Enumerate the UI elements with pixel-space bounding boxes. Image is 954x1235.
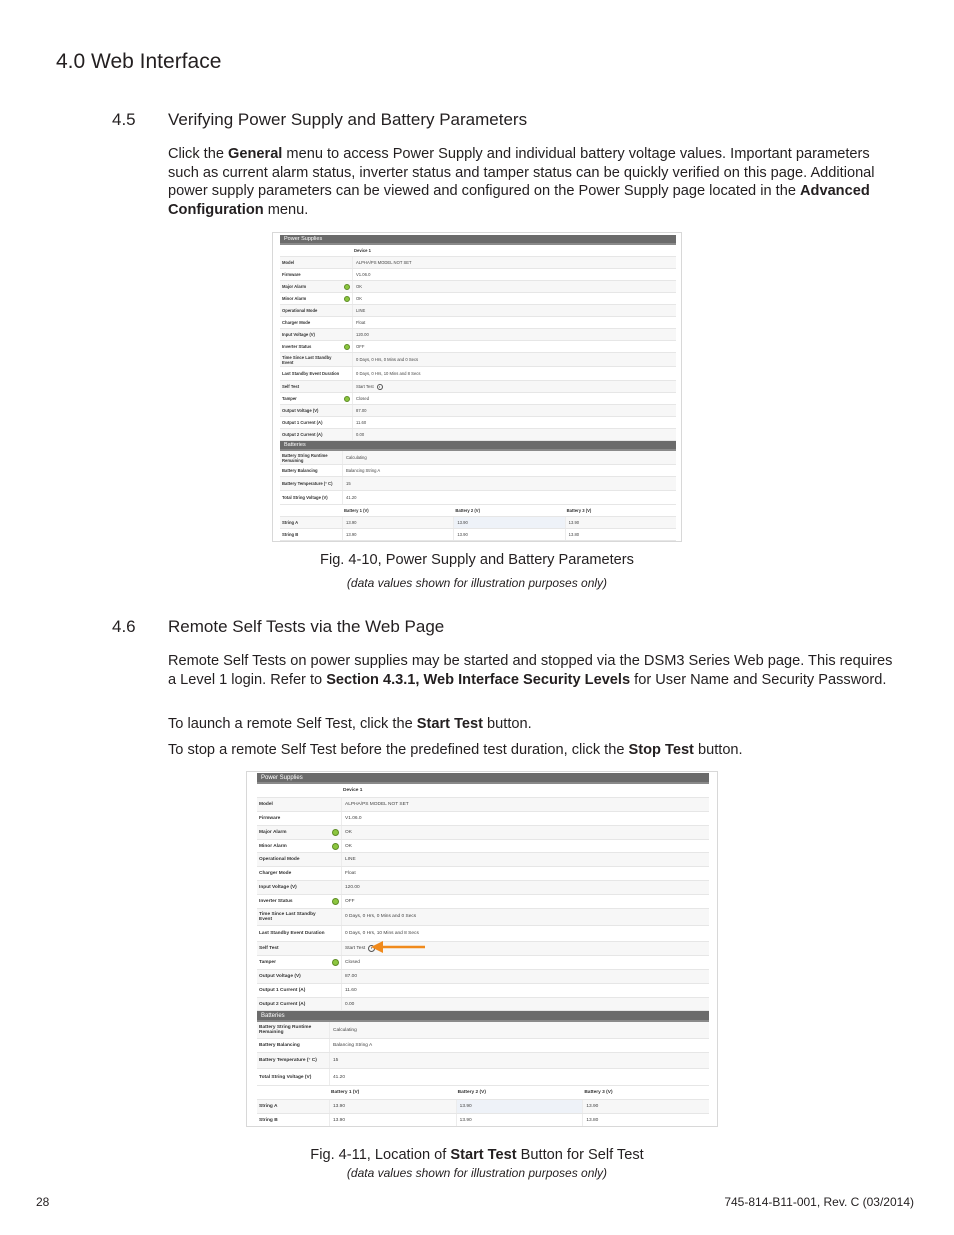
string-voltage: 13.90 bbox=[453, 517, 564, 528]
section-paragraph: To stop a remote Self Test before the predefined test duration, click the Stop Test button. bbox=[168, 742, 743, 758]
section-title: Verifying Power Supply and Battery Parameters bbox=[168, 110, 528, 129]
orange-arrow-icon bbox=[369, 939, 429, 955]
parameter-row bbox=[257, 826, 709, 840]
status-ok-icon bbox=[332, 959, 339, 966]
battery-row bbox=[280, 451, 676, 465]
play-icon[interactable] bbox=[377, 384, 383, 390]
status-icon-cell bbox=[342, 281, 352, 292]
parameter-label: Charger Mode bbox=[259, 871, 292, 877]
parameter-row bbox=[257, 895, 709, 909]
power-supplies-header: Power Supplies bbox=[257, 773, 709, 784]
section-paragraph: Remote Self Tests on power supplies may be started and stopped via the DSM3 Series Web page. This requires a Level 1 login. Refer to Section 4.3.1, Web Interface Security Levels for User Name and Security Password. bbox=[168, 653, 893, 688]
parameter-value: 0 Days, 0 Hrs, 0 Mins and 0 Secs bbox=[352, 353, 676, 366]
string-label: String A bbox=[282, 520, 299, 525]
parameter-row bbox=[257, 840, 709, 854]
status-ok-icon bbox=[344, 344, 350, 350]
status-icon-cell bbox=[342, 341, 352, 352]
status-icon-cell bbox=[342, 293, 352, 304]
status-ok-icon bbox=[344, 296, 350, 302]
status-icon-cell bbox=[342, 317, 352, 328]
parameter-row bbox=[280, 269, 676, 281]
device-label-spacer bbox=[280, 245, 352, 256]
battery-value: 15 bbox=[342, 477, 676, 490]
parameter-value: 11.60 bbox=[341, 984, 709, 997]
parameter-label: Tamper bbox=[282, 396, 297, 401]
section-title: Remote Self Tests via the Web Page bbox=[168, 617, 445, 636]
parameter-label: Output 1 Current (A) bbox=[282, 420, 323, 425]
string-voltage: 13.90 bbox=[329, 1100, 456, 1113]
battery-column-header-row bbox=[257, 1086, 709, 1100]
battery-value: Balancing String A bbox=[329, 1039, 709, 1052]
status-icon-cell bbox=[329, 998, 341, 1011]
status-icon-cell bbox=[329, 942, 341, 955]
parameter-label: Last Standby Event Duration bbox=[282, 371, 340, 376]
figure-caption: Fig. 4-11, Location of Start Test Button for Self Test bbox=[310, 1147, 644, 1163]
battery-column-header: Battery 1 (V) bbox=[344, 508, 369, 513]
battery-value: Calculating bbox=[342, 451, 676, 464]
parameter-label: Output 1 Current (A) bbox=[259, 987, 306, 993]
status-icon-cell bbox=[342, 257, 352, 268]
battery-label: Battery Temperature (° C) bbox=[282, 481, 333, 486]
parameter-value: 0 Days, 0 Hrs, 10 Mins and 8 Secs bbox=[352, 367, 676, 380]
status-ok-icon bbox=[344, 396, 350, 402]
status-icon-cell bbox=[329, 826, 341, 839]
parameter-value: 0.00 bbox=[341, 998, 709, 1011]
battery-label: Battery Balancing bbox=[259, 1042, 300, 1048]
string-row bbox=[257, 1100, 709, 1114]
status-icon-cell bbox=[329, 970, 341, 983]
status-icon-cell bbox=[342, 353, 352, 366]
parameter-row bbox=[257, 970, 709, 984]
parameter-value: 0.00 bbox=[352, 429, 676, 440]
status-icon-cell bbox=[329, 926, 341, 942]
parameter-label: Output Voltage (V) bbox=[282, 408, 319, 413]
battery-column-header-row bbox=[280, 505, 676, 517]
parameter-label: Time Since Last Standby Event bbox=[282, 354, 332, 365]
parameter-row bbox=[280, 353, 676, 367]
parameter-label: Self Test bbox=[282, 384, 300, 389]
battery-row bbox=[280, 477, 676, 491]
parameter-label: Inverter Status bbox=[259, 899, 293, 905]
parameter-value: V1.06.0 bbox=[341, 812, 709, 825]
figure-caption: Fig. 4-10, Power Supply and Battery Parameters bbox=[320, 552, 634, 568]
string-voltage: 13.80 bbox=[565, 529, 676, 540]
parameter-row bbox=[280, 305, 676, 317]
string-voltage: 13.90 bbox=[329, 1114, 456, 1127]
string-voltage: 13.90 bbox=[565, 517, 676, 528]
figure-note: (data values shown for illustration purposes only) bbox=[346, 1166, 608, 1180]
status-icon-cell bbox=[329, 853, 341, 866]
parameter-value: OK bbox=[352, 293, 676, 304]
parameter-value: LINE bbox=[352, 305, 676, 316]
status-ok-icon bbox=[332, 898, 339, 905]
parameter-value: ALPHA/PS MODEL NOT SET bbox=[352, 257, 676, 268]
parameter-value: OFF bbox=[352, 341, 676, 352]
status-icon-cell bbox=[329, 956, 341, 969]
parameter-row bbox=[280, 417, 676, 429]
parameter-row bbox=[257, 881, 709, 895]
parameter-row bbox=[280, 381, 676, 393]
parameter-value: Closed bbox=[352, 393, 676, 404]
power-supply-screenshot bbox=[272, 232, 682, 542]
batteries-header: Batteries bbox=[280, 441, 676, 451]
status-icon-cell bbox=[342, 269, 352, 280]
battery-label: Battery Temperature (° C) bbox=[259, 1058, 317, 1064]
parameter-value: LINE bbox=[341, 853, 709, 866]
string-label: String A bbox=[259, 1103, 278, 1109]
parameter-value: V1.06.0 bbox=[352, 269, 676, 280]
parameter-value: 87.00 bbox=[352, 405, 676, 416]
string-voltage: 13.90 bbox=[342, 517, 453, 528]
battery-column-spacer bbox=[257, 1086, 329, 1099]
figure-note: (data values shown for illustration purposes only) bbox=[346, 576, 608, 590]
status-icon-cell bbox=[329, 909, 341, 925]
battery-column-header: Battery 3 (V) bbox=[584, 1089, 613, 1095]
start-test-button[interactable]: Start Test bbox=[352, 381, 676, 392]
string-voltage: 13.90 bbox=[582, 1100, 709, 1113]
parameter-label: Self Test bbox=[259, 945, 279, 951]
parameter-value: ALPHA/PS MODEL NOT SET bbox=[341, 798, 709, 811]
status-icon-cell bbox=[342, 381, 352, 392]
status-icon-cell bbox=[342, 417, 352, 428]
status-icon-cell bbox=[329, 984, 341, 997]
section-paragraph: Click the General menu to access Power Supply and individual battery voltage values. Important parameters such as current alarm status, inverter status and tamper status can be quickly verified on this page. Additional power supply parameters can be viewed and configured on the Power Supply page located in the Advanced Configuration menu. bbox=[168, 146, 875, 218]
battery-value: Calculating bbox=[329, 1022, 709, 1038]
parameter-row bbox=[257, 853, 709, 867]
battery-column-spacer bbox=[280, 505, 342, 516]
parameter-row bbox=[257, 998, 709, 1012]
parameter-value: 120.00 bbox=[352, 329, 676, 340]
parameter-label: Operational Mode bbox=[259, 857, 300, 863]
parameter-row bbox=[280, 405, 676, 417]
parameter-row bbox=[257, 812, 709, 826]
battery-column-header: Battery 2 (V) bbox=[455, 508, 480, 513]
battery-column-header: Battery 1 (V) bbox=[331, 1089, 360, 1095]
string-label: String B bbox=[282, 532, 299, 537]
parameter-label: Input Voltage (V) bbox=[259, 885, 297, 891]
device-row bbox=[257, 784, 709, 798]
parameter-value: 11.60 bbox=[352, 417, 676, 428]
parameter-row bbox=[257, 909, 709, 926]
device-label: Device 1 bbox=[354, 248, 371, 253]
status-ok-icon bbox=[332, 829, 339, 836]
status-icon-cell bbox=[342, 305, 352, 316]
status-ok-icon bbox=[344, 284, 350, 290]
status-icon-cell bbox=[342, 367, 352, 380]
string-voltage: 13.80 bbox=[582, 1114, 709, 1127]
batteries-header: Batteries bbox=[257, 1011, 709, 1022]
battery-row bbox=[280, 491, 676, 505]
parameter-row bbox=[257, 798, 709, 812]
battery-value: 41.20 bbox=[342, 491, 676, 504]
document-id: 745-814-B11-001, Rev. C (03/2014) bbox=[724, 1195, 914, 1209]
string-voltage: 13.90 bbox=[456, 1100, 583, 1113]
string-row bbox=[280, 529, 676, 541]
string-voltage: 13.90 bbox=[342, 529, 453, 540]
parameter-value: OK bbox=[341, 840, 709, 853]
status-icon-cell bbox=[329, 881, 341, 894]
battery-value: 15 bbox=[329, 1053, 709, 1069]
parameter-label: Output 2 Current (A) bbox=[282, 432, 323, 437]
string-row bbox=[280, 517, 676, 529]
battery-column-header: Battery 2 (V) bbox=[457, 1089, 486, 1095]
parameter-value: OFF bbox=[341, 895, 709, 908]
parameter-row bbox=[257, 956, 709, 970]
parameter-value: 0 Days, 0 Hrs, 10 Mins and 8 Secs bbox=[341, 926, 709, 942]
battery-column-header: Battery 3 (V) bbox=[566, 508, 592, 513]
parameter-label: Inverter Status bbox=[282, 344, 312, 349]
parameter-label: Output Voltage (V) bbox=[259, 973, 301, 979]
device-row bbox=[280, 245, 676, 257]
device-label: Device 1 bbox=[343, 787, 363, 793]
parameter-label: Minor Alarm bbox=[259, 843, 287, 849]
string-row bbox=[257, 1114, 709, 1127]
parameter-label: Firmware bbox=[259, 815, 281, 821]
string-label: String B bbox=[259, 1117, 278, 1123]
string-voltage: 13.90 bbox=[456, 1114, 583, 1127]
string-voltage: 13.90 bbox=[453, 529, 564, 540]
page-number: 28 bbox=[36, 1195, 50, 1209]
power-supplies-header: Power Supplies bbox=[280, 235, 676, 245]
battery-row bbox=[257, 1069, 709, 1086]
status-icon-cell bbox=[329, 812, 341, 825]
status-icon-cell bbox=[329, 840, 341, 853]
section-paragraph: To launch a remote Self Test, click the Start Test button. bbox=[168, 716, 532, 732]
battery-row bbox=[257, 1053, 709, 1070]
parameter-row bbox=[257, 984, 709, 998]
status-icon-cell bbox=[329, 895, 341, 908]
device-label-spacer bbox=[257, 784, 341, 797]
parameter-row bbox=[280, 317, 676, 329]
parameter-row bbox=[280, 393, 676, 405]
battery-row bbox=[257, 1022, 709, 1039]
parameter-label: Last Standby Event Duration bbox=[259, 930, 325, 936]
status-icon-cell bbox=[329, 867, 341, 880]
parameter-row bbox=[280, 367, 676, 381]
parameter-row bbox=[280, 293, 676, 305]
chapter-title: 4.0 Web Interface bbox=[56, 50, 222, 73]
status-icon-cell bbox=[329, 798, 341, 811]
parameter-row bbox=[280, 257, 676, 269]
battery-label: Total String Voltage (V) bbox=[259, 1074, 312, 1080]
self-test-screenshot bbox=[246, 771, 718, 1127]
section-number: 4.6 bbox=[112, 617, 136, 636]
parameter-row bbox=[280, 341, 676, 353]
parameter-label: Model bbox=[259, 801, 273, 807]
battery-label: Battery Balancing bbox=[282, 468, 318, 473]
battery-row bbox=[257, 1039, 709, 1053]
parameter-value: OK bbox=[341, 826, 709, 839]
parameter-row bbox=[257, 926, 709, 943]
parameter-row bbox=[280, 281, 676, 293]
parameter-label: Operational Mode bbox=[282, 308, 318, 313]
status-ok-icon bbox=[332, 843, 339, 850]
parameter-label: Minor Alarm bbox=[282, 296, 307, 301]
parameter-label: Tamper bbox=[259, 959, 276, 965]
parameter-row bbox=[257, 867, 709, 881]
parameter-value: 87.00 bbox=[341, 970, 709, 983]
battery-label: Battery String Runtime Remaining bbox=[259, 1025, 312, 1036]
parameter-value: Closed bbox=[341, 956, 709, 969]
parameter-value: OK bbox=[352, 281, 676, 292]
battery-value: Balancing String A bbox=[342, 465, 676, 476]
status-icon-cell bbox=[342, 429, 352, 440]
parameter-value: 120.00 bbox=[341, 881, 709, 894]
parameter-label: Firmware bbox=[282, 272, 301, 277]
parameter-row bbox=[280, 429, 676, 441]
parameter-label: Output 2 Current (A) bbox=[259, 1001, 306, 1007]
parameter-value: 0 Days, 0 Hrs, 0 Mins and 0 Secs bbox=[341, 909, 709, 925]
parameter-label: Time Since Last Standby Event bbox=[259, 911, 316, 922]
battery-label: Battery String Runtime Remaining bbox=[282, 452, 328, 463]
parameter-label: Model bbox=[282, 260, 295, 265]
parameter-label: Major Alarm bbox=[282, 284, 307, 289]
parameter-value: Float bbox=[352, 317, 676, 328]
arrow-head bbox=[371, 941, 383, 953]
parameter-row bbox=[280, 329, 676, 341]
status-icon-cell bbox=[342, 393, 352, 404]
start-test-button[interactable]: Start Test bbox=[341, 942, 709, 955]
status-icon-cell bbox=[342, 329, 352, 340]
parameter-label: Major Alarm bbox=[259, 829, 287, 835]
parameter-value: Float bbox=[341, 867, 709, 880]
battery-row bbox=[280, 465, 676, 477]
battery-label: Total String Voltage (V) bbox=[282, 495, 328, 500]
parameter-label: Charger Mode bbox=[282, 320, 311, 325]
section-number: 4.5 bbox=[112, 110, 136, 129]
parameter-row bbox=[257, 942, 709, 956]
battery-value: 41.20 bbox=[329, 1069, 709, 1085]
status-icon-cell bbox=[342, 405, 352, 416]
parameter-label: Input Voltage (V) bbox=[282, 332, 315, 337]
